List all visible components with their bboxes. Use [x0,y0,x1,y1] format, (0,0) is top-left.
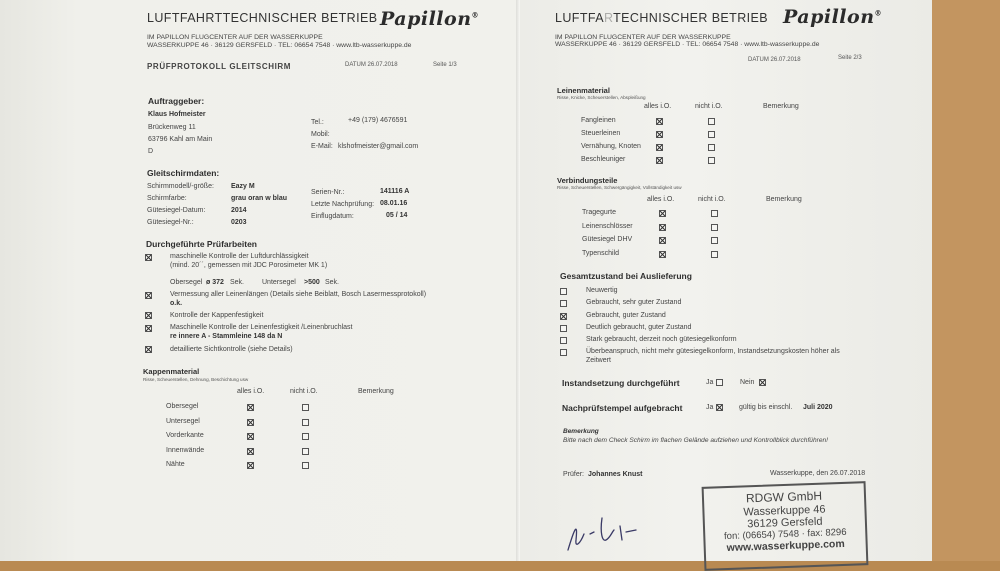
serien-value: 141116 A [380,188,410,195]
leinenfestigkeit-text: Maschinelle Kontrolle der Leinenfestigkeit /Leinenbruchlast [170,324,353,331]
zustand-option-label: Stark gebraucht, derzeit noch gütesiegelkonform [586,336,737,344]
luft-line2: (mind. 20´´, gemessen mit JDC Porosimeter MK 1) [170,262,328,269]
einflug-label: Einflugdatum: [311,213,354,220]
company-name: LUFTFAHRTTECHNISCHER BETRIEB [147,11,378,25]
kappenmaterial-subheading: Risse, Scheuerstellen, Dehnung, Beschichtung usw [143,377,249,382]
check-sichtkontrolle [145,346,152,353]
kappen-nok-checkbox [302,448,309,455]
zustand-option-label: Deutlich gebraucht, guter Zustand [586,323,692,331]
kappen-row-label: Vorderkante [166,432,204,439]
client-street: Brückenweg 11 [148,124,196,131]
verbindung-row-label: Typenschild [582,249,619,257]
guetesiegel-nr-label: Gütesiegel-Nr.: [147,219,194,226]
kappen-col-note: Bemerkung [358,388,394,395]
verbindung-nok-checkbox [711,224,718,231]
company-address-1: IM PAPILLON FLUGCENTER AUF DER WASSERKUPPE [147,34,323,41]
document-page-2 [520,0,932,561]
leinen-nok-checkbox [708,157,715,164]
leinen-ok-checkbox [656,144,663,151]
papillon-logo: Papillon® [380,8,480,30]
verbindung-ok-checkbox [659,237,666,244]
gueltig-value: Juli 2020 [803,404,833,411]
verbindung-ok-checkbox [659,210,666,217]
verbindung-row-label: Tragegurte [582,209,616,216]
company-address-1b: IM PAPILLON FLUGCENTER AUF DER WASSERKUPPE [555,34,731,41]
letzte-label: Letzte Nachprüfung: [311,201,375,208]
farbe-label: Schirmfarbe: [147,195,187,202]
gueltig-label: gültig bis einschl. [739,404,793,411]
zustand-option-checkbox [560,313,567,320]
kappen-col-ok: alles i.O. [237,388,265,395]
verbindung-row-label: Gütesiegel DHV [582,236,633,243]
check-luftdurchlaessigkeit [145,254,152,261]
company-address-2b: WASSERKUPPE 46 · 36129 GERSFELD · TEL: 06654 7548 · www.ltb-wasserkuppe.de [555,41,820,48]
kappen-nok-checkbox [302,462,309,469]
zustand-option-6-checkbox [560,349,567,356]
verbindung-subheading: Risse, Scheuerstellen, Schwergängigkeit, Vollständigkeit usw [557,185,682,190]
zustand-option-label: Gebraucht, sehr guter Zustand [586,299,682,307]
stamp-line2: Wasserkuppe 46 [743,503,826,519]
signature [560,510,650,555]
kappen-row-label: Obersegel [166,403,199,410]
verbindung-ok-checkbox [659,224,666,231]
guetesiegel-datum-label: Gütesiegel-Datum: [147,207,206,214]
kappenfestigkeit-text: Kontrolle der Kappenfestigkeit [170,312,264,319]
nachpruef-label: Nachprüfstempel aufgebracht [562,403,683,413]
company-stamp [702,481,869,571]
letzte-value: 08.01.16 [380,200,408,207]
verbindung-nok-checkbox [711,251,718,258]
form-date-2: DATUM 26.07.2018 [748,57,801,63]
email-value: klshofmeister@gmail.com [338,143,419,150]
instandsetzung-ja: Ja [706,379,714,386]
zustand-option-checkbox [560,337,567,344]
leinenmaterial-subheading: Risse, Knicke, Scheuerstellen, Abspleißung [557,95,646,100]
form-title: PRÜFPROTOKOLL GLEITSCHIRM [147,62,292,71]
leinen-nok-checkbox [708,131,715,138]
instandsetzung-nein: Nein [740,379,755,386]
stamp-line3: 36129 Gersfeld [747,515,823,531]
kappen-row-label: Untersegel [166,417,200,425]
papillon-logo-2: Papillon® [783,6,883,28]
nachpruef-ja-checkbox [716,404,723,411]
stamp-line5: www.wasserkuppe.com [726,537,845,555]
vermessung-text: Vermessung aller Leinenlängen (Details siehe Beiblatt, Bosch Lasermessprotokoll) [170,291,427,298]
client-name: Klaus Hofmeister [148,111,206,118]
obersegel-measure-unit: Sek. [230,279,245,286]
leinen-row-label: Fangleinen [581,117,616,124]
kappen-nok-checkbox [302,433,309,440]
mobil-label: Mobil: [311,131,330,138]
leinen-ok-checkbox [656,118,663,125]
check-kappenfestigkeit [145,312,152,319]
stamp-line4: fon: (06654) 7548 · fax: 8296 [723,526,847,543]
verbindung-col-ok: alles i.O. [647,196,675,203]
kappen-ok-checkbox [247,404,254,411]
obersegel-measure-label: Obersegel [170,279,203,286]
sichtkontrolle-text: detaillierte Sichtkontrolle (siehe Details) [170,346,293,353]
untersegel-measure-unit: Sek. [325,279,340,286]
serien-label: Serien-Nr.: [311,189,345,196]
zustand-option-checkbox [560,325,567,332]
check-vermessung [145,292,152,299]
tel-value: +49 (179) 4676591 [348,117,408,124]
kappen-ok-checkbox [247,419,254,426]
zustand-option-6-line2: Zeitwert [586,357,611,364]
instandsetzung-nein-checkbox [759,379,766,386]
bemerkung-label: Bemerkung [563,428,599,435]
tel-label: Tel.: [311,119,324,126]
untersegel-measure-label: Untersegel [262,279,296,286]
modell-label: Schirmmodell/-größe: [147,183,214,190]
page-number-2: Seite 2/3 [838,55,862,61]
vermessung-result: o.k. [170,300,183,307]
zustand-option-label: Gebraucht, guter Zustand [586,311,666,319]
kappen-ok-checkbox [247,433,254,440]
kappen-row-label: Innenwände [166,446,205,454]
leinen-nok-checkbox [708,118,715,125]
verbindung-col-note: Bemerkung [766,196,802,203]
bemerkung-text: Bitte nach dem Check Schirm im flachen Gelände aufziehen und Kontrollblick durchführen! [563,437,828,444]
check-leinenfestigkeit [145,325,152,332]
leinen-ok-checkbox [656,131,663,138]
client-city: 63796 Kahl am Main [148,136,213,143]
kappen-nok-checkbox [302,404,309,411]
leinen-col-nok: nicht i.O. [695,103,723,110]
modell-value: Eazy M [231,183,255,190]
gleitschirm-heading: Gleitschirmdaten: [147,168,220,178]
pruefarbeiten-heading: Durchgeführte Prüfarbeiten [146,239,257,249]
page-number: Seite 1/3 [433,62,457,68]
leinen-row-label: Vernähung, Knoten [581,143,641,150]
zustand-option-6-line1: Überbeanspruch, nicht mehr gütesiegelkonform, Instandsetzungskosten höher als [586,348,840,355]
table-surface [930,0,1000,561]
farbe-value: grau oran w blau [231,195,288,202]
kappen-ok-checkbox [247,462,254,469]
kappenmaterial-heading: Kappenmaterial [143,367,200,376]
email-label: E-Mail: [311,143,333,150]
company-name-2: LUFTFARTECHNISCHER BETRIEB [555,11,768,25]
ort-datum: Wasserkuppe, den 26.07.2018 [770,470,866,477]
verbindung-nok-checkbox [711,237,718,244]
untersegel-measure-value: >500 [304,279,320,286]
client-country: D [148,148,154,155]
zustand-option-label: Neuwertig [586,287,618,294]
form-date: DATUM 26.07.2018 [345,62,398,68]
company-address-2: WASSERKUPPE 46 · 36129 GERSFELD · TEL: 06654 7548 · www.ltb-wasserkuppe.de [147,42,412,49]
einflug-value: 05 / 14 [386,212,408,219]
obersegel-measure-value: ø 372 [206,279,224,286]
leinen-col-note: Bemerkung [763,103,799,110]
leinen-col-ok: alles i.O. [644,103,672,110]
kappen-ok-checkbox [247,448,254,455]
instandsetzung-ja-checkbox [716,379,723,386]
stamp-line1: RDGW GmbH [745,488,823,506]
kappen-col-nok: nicht i.O. [290,388,318,395]
leinen-row-label: Beschleuniger [581,156,626,163]
guetesiegel-nr-value: 0203 [231,219,247,226]
leinen-row-label: Steuerleinen [581,130,621,137]
leinen-result: re innere A - Stammleine 148 da N [170,333,283,340]
verbindung-col-nok: nicht i.O. [698,196,726,203]
guetesiegel-datum-value: 2014 [231,207,247,214]
kappen-nok-checkbox [302,419,309,426]
verbindung-row-label: Leinenschlösser [582,222,633,230]
verbindung-heading: Verbindungsteile [557,176,618,185]
leinenmaterial-heading: Leinenmaterial [557,86,610,95]
leinen-nok-checkbox [708,144,715,151]
zustand-option-checkbox [560,288,567,295]
nachpruef-ja: Ja [706,404,714,411]
leinen-ok-checkbox [656,157,663,164]
pruefer-label: Prüfer: [563,471,585,478]
zustand-option-checkbox [560,300,567,307]
gesamtzustand-heading: Gesamtzustand bei Auslieferung [560,271,692,281]
pruefer-name: Johannes Knust [588,471,643,478]
instandsetzung-label: Instandsetzung durchgeführt [562,378,680,388]
verbindung-nok-checkbox [711,210,718,217]
auftraggeber-heading: Auftraggeber: [148,96,205,106]
verbindung-ok-checkbox [659,251,666,258]
kappen-row-label: Nähte [166,461,185,468]
luft-line1: maschinelle Kontrolle der Luftdurchlässigkeit [170,253,309,260]
